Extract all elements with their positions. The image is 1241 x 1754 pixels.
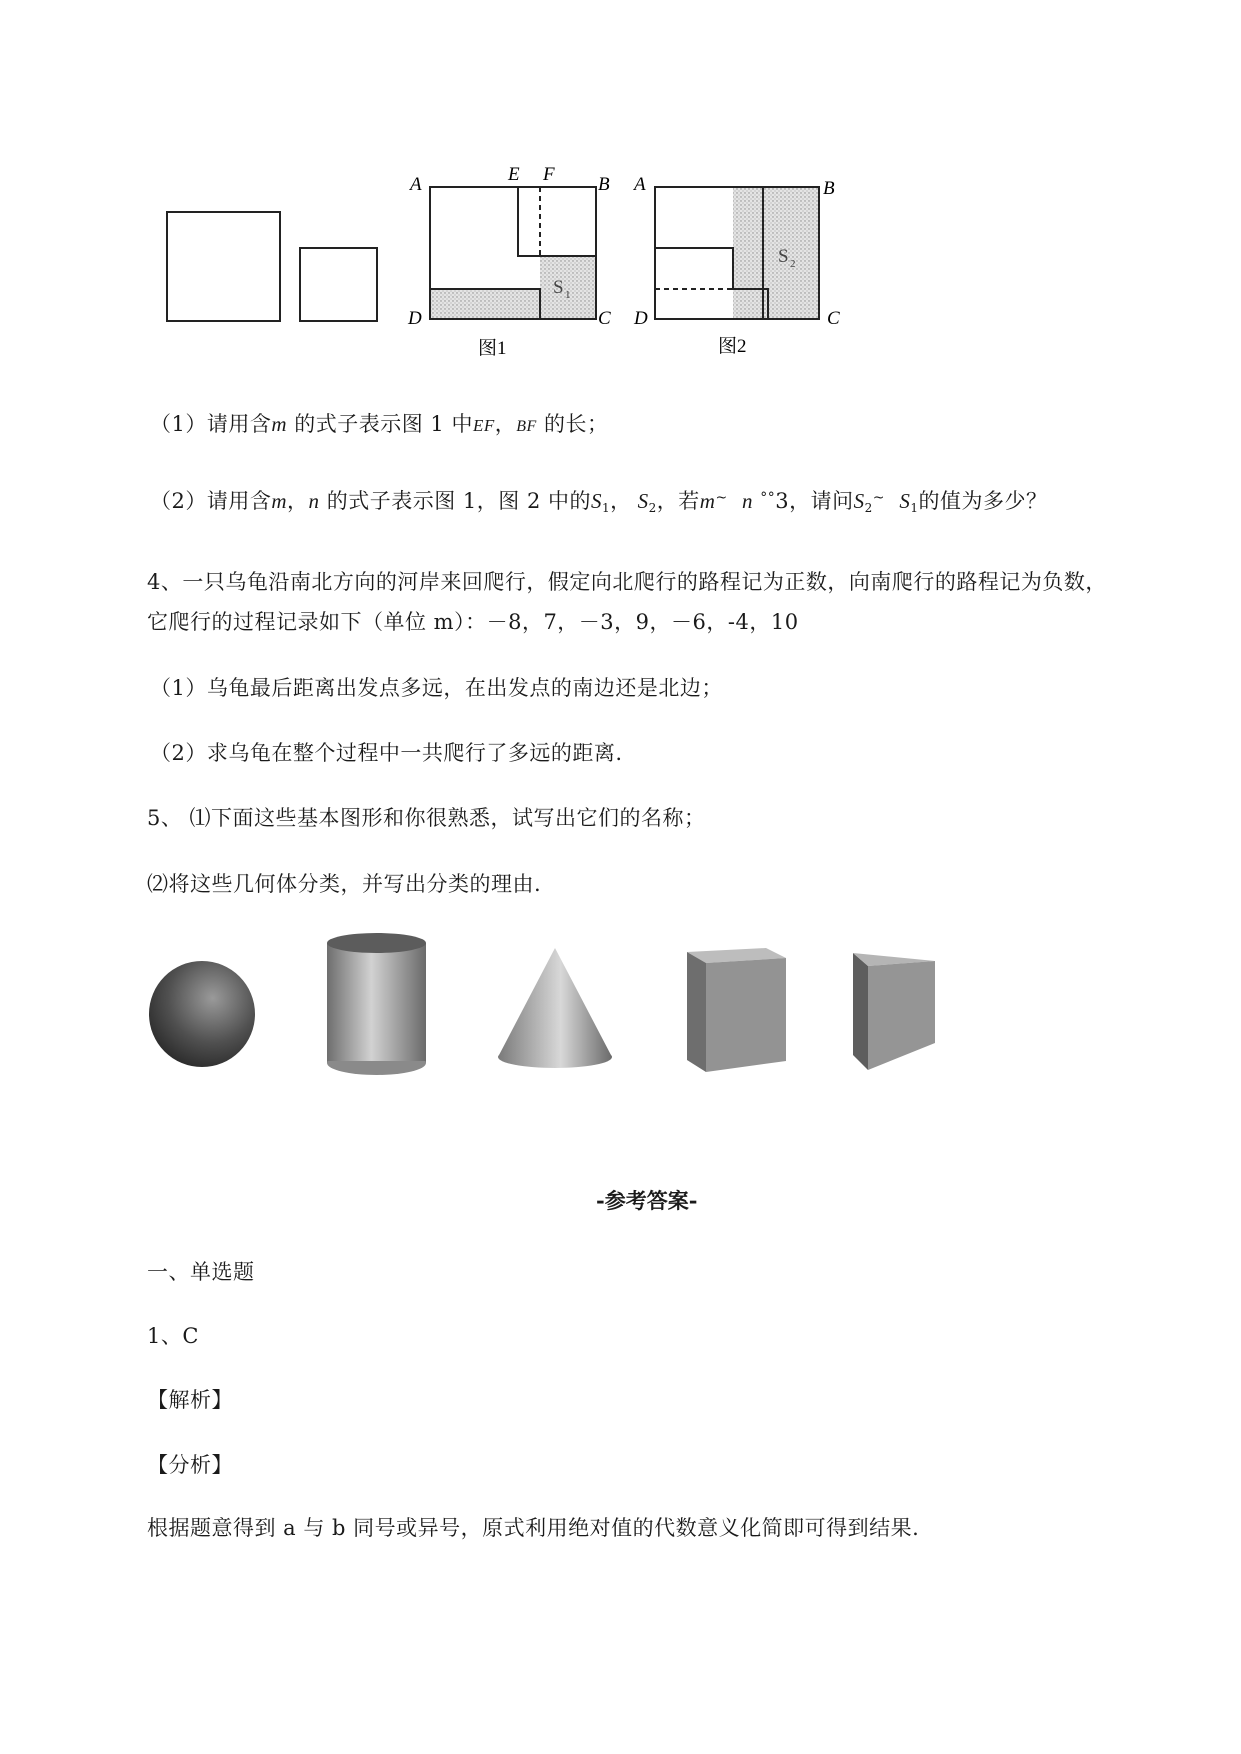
q4-part2: （2）求乌龟在整个过程中一共爬行了多远的距离. [150,741,623,765]
top-figure [0,0,1241,380]
q3-p1-mid: 的式子表示图 1 中 [294,412,473,436]
var-S1: S [590,489,602,513]
label-D2: D [634,308,648,329]
q4-part1: （1）乌龟最后距离出发点多远，在出发点的南边还是北边； [150,676,723,700]
tilde-mark-2: ~ [872,490,885,506]
q3-part2: （2）请用含m，n 的式子表示图 1，图 2 中的$S_1$， $S_2$，若m~ n °°3，请问$S_2^\sim$ $S_1$的值为多少？ [150,489,1048,515]
var-EF: EF [472,416,495,435]
q3-p2-end: 的值为多少？ [918,489,1048,513]
var-n: n [308,489,320,513]
var-S1b: S [899,489,911,513]
label-s2: S [778,246,789,267]
var-n2: n [742,489,754,513]
answer-heading: -参考答案- [596,1188,698,1213]
cuboid-shape [687,948,786,1072]
q4-line1: 4、一只乌龟沿南北方向的河岸来回爬行，假定向北爬行的路程记为正数，向南爬行的路程记为负数， [147,570,1107,594]
var-m: m [271,412,288,436]
big-square [167,212,280,321]
q3-p1-comma: ， [494,412,517,436]
var-S2: S [637,489,649,513]
cylinder-shape [327,933,426,1075]
q3-p2-three: 3，请问 [775,489,854,513]
label-B: B [598,174,610,195]
section-title: 一、单选题 [147,1260,255,1284]
sub-2b: 2 [864,501,873,515]
label-B2: B [823,178,835,199]
label-s1: S [553,277,564,298]
label-A2: A [634,174,646,195]
prism-shape [853,953,935,1070]
var-BF: BF [516,418,537,435]
q3-part1 [150,408,608,438]
label-E: E [508,164,520,185]
label-F: F [543,164,555,185]
sub-1b: 1 [910,501,919,515]
cone-shape [498,948,612,1068]
label-s2-sub: 2 [790,258,796,270]
q3-p2-if: ，若 [656,489,700,513]
var-S2b: S [853,489,865,513]
answer-item-1: 1、C [147,1324,199,1348]
q4-line2: 它爬行的过程记录如下（单位 m）：－8，7，－3，9，－6，-4，10 [147,610,799,634]
solids-figure [0,930,1241,1090]
q5-line2: ⑵将这些几何体分类，并写出分类的理由. [147,872,542,896]
q3-p1-text: （1）请用含 [150,412,272,436]
tilde-mark: ~ [715,490,728,506]
figure-1 [407,164,611,359]
caption-fig2: 图2 [718,336,747,357]
label-A: A [410,174,422,195]
analysis-label: 【解析】 [147,1388,233,1412]
q3-p1-post: 的长； [543,412,609,436]
sphere-shape [149,961,255,1067]
var-m3: m [699,489,716,513]
var-m2: m [271,489,288,513]
sub-2: 2 [648,501,657,515]
label-D: D [408,308,422,329]
q3-p2-text: （2）请用含 [150,489,272,513]
q5-line1: 5、 ⑴下面这些基本图形和你很熟悉，试写出它们的名称； [147,806,706,830]
answer-explanation: 根据题意得到 a 与 b 同号或异号，原式利用绝对值的代数意义化简即可得到结果. [147,1516,920,1540]
figure-2 [632,174,840,357]
caption-fig1: 图1 [478,338,507,359]
q3-p2-sep: ， [287,489,309,513]
garbled-mark: °° [760,490,776,506]
small-square [300,248,377,321]
sub-1: 1 [601,501,611,515]
label-s1-sub: 1 [565,289,571,301]
fenxi-label: 【分析】 [147,1453,233,1477]
q3-p2-mid: 的式子表示图 1，图 2 中的 [326,489,591,513]
label-C2: C [827,308,840,329]
label-C: C [598,308,611,329]
